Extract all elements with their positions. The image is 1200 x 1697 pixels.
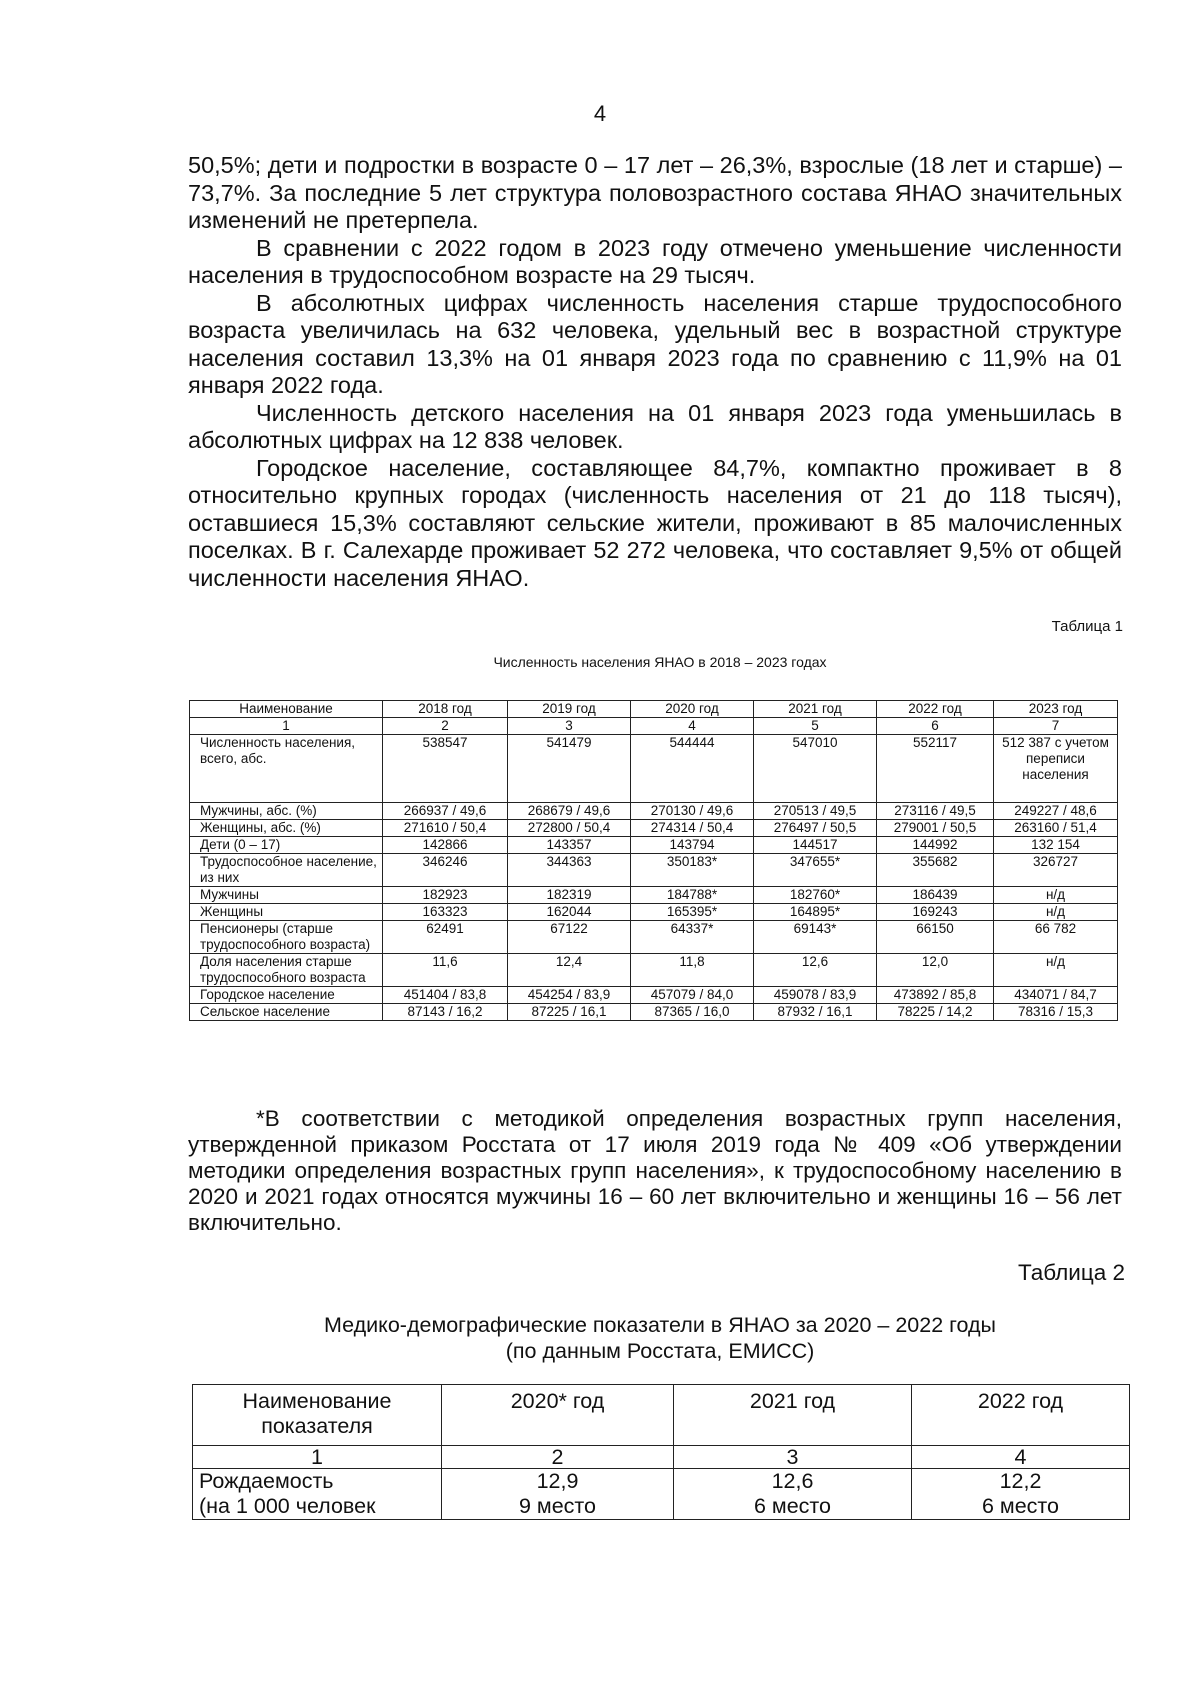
table2-label-line: (на 1 000 человек	[199, 1494, 376, 1518]
table2-caption: Таблица 2	[1018, 1260, 1125, 1285]
table-row	[190, 735, 1118, 803]
table1-cell: 182319	[508, 887, 631, 904]
table2-header-cell: 2022 год	[912, 1385, 1130, 1446]
table1-cell: 163323	[383, 904, 508, 921]
table1-caption: Таблица 1	[1051, 618, 1123, 635]
table1-number-row	[190, 718, 1118, 735]
table1-row-label: Доля населения старше трудоспособного возраста	[190, 954, 383, 987]
paragraph: В абсолютных цифрах численность населения старше трудоспособного возраста увеличилась на 632 человека, удельный вес в возрастной структуре населения составил 13,3% на 01 января 2023 года по сравнению с 11,9% на 01 января 2022 года.	[188, 289, 1122, 398]
table-row	[190, 887, 1118, 904]
table2-header-cell: Наименование показателя	[193, 1385, 442, 1446]
table1-cell: н/д	[994, 904, 1118, 921]
table1-cell: 87225 / 16,1	[508, 1004, 631, 1021]
table1-col-number: 1	[190, 718, 383, 735]
table-row	[190, 1004, 1118, 1021]
table1-col-number: 3	[508, 718, 631, 735]
table2-rank: 6 место	[754, 1494, 831, 1518]
table1-cell: 78316 / 15,3	[994, 1004, 1118, 1021]
table1-cell: 268679 / 49,6	[508, 803, 631, 820]
table1-cell: 162044	[508, 904, 631, 921]
table1-cell: 512 387 с учетом переписи населения	[994, 735, 1118, 803]
table1-title: Численность населения ЯНАО в 2018 – 2023 годах	[493, 654, 827, 670]
table1-cell: 270130 / 49,6	[631, 803, 754, 820]
table-row	[193, 1469, 1130, 1520]
table1-cell: 249227 / 48,6	[994, 803, 1118, 820]
table1-cell: 78225 / 14,2	[877, 1004, 994, 1021]
table1-cell: 66150	[877, 921, 994, 954]
table-row	[190, 854, 1118, 887]
table1-header-cell: 2020 год	[631, 701, 754, 718]
table1-cell: 538547	[383, 735, 508, 803]
table1-header-cell: Наименование	[190, 701, 383, 718]
paragraph: Численность детского населения на 01 января 2023 года уменьшилась в абсолютных цифрах на 12 838 человек.	[188, 399, 1122, 453]
table1-cell: 451404 / 83,8	[383, 987, 508, 1004]
table1-cell: 184788*	[631, 887, 754, 904]
table1-row-label: Мужчины	[190, 887, 383, 904]
table1-cell: 263160 / 51,4	[994, 820, 1118, 837]
table-row	[190, 803, 1118, 820]
table2-title-line: Медико-демографические показатели в ЯНАО за 2020 – 2022 годы	[323, 1313, 996, 1337]
table-row	[190, 921, 1118, 954]
table-row	[190, 954, 1118, 987]
table1-cell: 266937 / 49,6	[383, 803, 508, 820]
table1-cell: 143794	[631, 837, 754, 854]
table1-cell: 62491	[383, 921, 508, 954]
table1-row-label: Женщины, абс. (%)	[190, 820, 383, 837]
table1-header-cell: 2023 год	[994, 701, 1118, 718]
table2-cell	[442, 1469, 674, 1520]
table2	[192, 1384, 1130, 1520]
table1-cell: 274314 / 50,4	[631, 820, 754, 837]
table1-row-label: Пенсионеры (старше трудоспособного возраста)	[190, 921, 383, 954]
table1	[189, 700, 1118, 1021]
table1-cell: 144517	[754, 837, 877, 854]
table2-header-row	[193, 1385, 1130, 1446]
table1-cell: 12,0	[877, 954, 994, 987]
table1-cell: 144992	[877, 837, 994, 854]
table1-cell: 12,4	[508, 954, 631, 987]
table1-cell: 69143*	[754, 921, 877, 954]
table2-value: 12,6	[771, 1469, 814, 1493]
table2-rank: 9 место	[519, 1494, 596, 1518]
table1-cell: 164895*	[754, 904, 877, 921]
table-row	[190, 987, 1118, 1004]
table1-cell: 132 154	[994, 837, 1118, 854]
table1-header-cell: 2019 год	[508, 701, 631, 718]
table1-col-number: 5	[754, 718, 877, 735]
table1-cell: 459078 / 83,9	[754, 987, 877, 1004]
table1-cell: 67122	[508, 921, 631, 954]
paragraph: В сравнении с 2022 годом в 2023 году отмечено уменьшение численности населения в трудоспособном возрасте на 29 тысяч.	[188, 234, 1122, 288]
table1-row-label: Мужчины, абс. (%)	[190, 803, 383, 820]
table1-cell: 547010	[754, 735, 877, 803]
footnote: *В соответствии с методикой определения возрастных групп населения, утвержденной приказом Росстата от 17 июля 2019 года № 409 «Об утверждении методики определения возрастных групп населения», к трудоспособному населению в 2020 и 2021 годах относятся мужчины 16 – 60 лет включительно и женщины 16 – 56 лет включительно.	[188, 1106, 1122, 1235]
table1-header-cell: 2018 год	[383, 701, 508, 718]
table2-label-line: Рождаемость	[199, 1469, 334, 1493]
table1-col-number: 7	[994, 718, 1118, 735]
table1-cell: 182923	[383, 887, 508, 904]
table-row	[190, 820, 1118, 837]
table2-col-number: 4	[912, 1446, 1130, 1469]
table1-row-label: Дети (0 – 17)	[190, 837, 383, 854]
table1-cell: 12,6	[754, 954, 877, 987]
table1-cell: 326727	[994, 854, 1118, 887]
table1-cell: 11,6	[383, 954, 508, 987]
table1-cell: 87365 / 16,0	[631, 1004, 754, 1021]
table1-cell: 544444	[631, 735, 754, 803]
table1-cell: 454254 / 83,9	[508, 987, 631, 1004]
table1-cell: 169243	[877, 904, 994, 921]
table1-cell: 87932 / 16,1	[754, 1004, 877, 1021]
table-row	[190, 904, 1118, 921]
table1-header-row	[190, 701, 1118, 718]
table2-value: 12,9	[536, 1469, 579, 1493]
table1-cell: н/д	[994, 954, 1118, 987]
table1-col-number: 4	[631, 718, 754, 735]
paragraph: Городское население, составляющее 84,7%, компактно проживает в 8 относительно крупных городах (численность населения от 21 до 118 тысяч), оставшиеся 15,3% составляют сельские жители, проживают в 85 малочисленных поселках. В г. Салехарде проживает 52 272 человека, что составляет 9,5% от общей численности населения ЯНАО.	[188, 454, 1122, 591]
table2-col-number: 2	[442, 1446, 674, 1469]
table1-cell: 473892 / 85,8	[877, 987, 994, 1004]
table1-cell: 64337*	[631, 921, 754, 954]
table1-cell: 276497 / 50,5	[754, 820, 877, 837]
table1-cell: 11,8	[631, 954, 754, 987]
table1-cell: 87143 / 16,2	[383, 1004, 508, 1021]
table2-header-cell: 2020* год	[442, 1385, 674, 1446]
table1-cell: 272800 / 50,4	[508, 820, 631, 837]
table2-title	[0, 1312, 1200, 1364]
table1-cell: 552117	[877, 735, 994, 803]
table1-cell: н/д	[994, 887, 1118, 904]
table1-cell: 66 782	[994, 921, 1118, 954]
table2-col-number: 3	[674, 1446, 912, 1469]
table1-row-label: Городское население	[190, 987, 383, 1004]
paragraph: 50,5%; дети и подростки в возрасте 0 – 17 лет – 26,3%, взрослые (18 лет и старше) – 73,7%. За последние 5 лет структура половозрастного состава ЯНАО значительных изменений не претерпела.	[188, 152, 1122, 233]
table1-cell: 346246	[383, 854, 508, 887]
table1-row-label: Женщины	[190, 904, 383, 921]
table1-cell: 541479	[508, 735, 631, 803]
table1-cell: 182760*	[754, 887, 877, 904]
table1-row-label: Сельское население	[190, 1004, 383, 1021]
table1-cell: 279001 / 50,5	[877, 820, 994, 837]
table1-cell: 270513 / 49,5	[754, 803, 877, 820]
table2-number-row	[193, 1446, 1130, 1469]
table1-cell: 273116 / 49,5	[877, 803, 994, 820]
table2-cell	[912, 1469, 1130, 1520]
table-row	[190, 837, 1118, 854]
table2-value: 12,2	[999, 1469, 1042, 1493]
table1-cell: 165395*	[631, 904, 754, 921]
table2-cell	[674, 1469, 912, 1520]
table1-cell: 143357	[508, 837, 631, 854]
table2-row-label	[193, 1469, 442, 1520]
table2-title-line: (по данным Росстата, ЕМИСС)	[505, 1339, 815, 1363]
table1-cell: 186439	[877, 887, 994, 904]
table1-cell: 347655*	[754, 854, 877, 887]
table1-cell: 457079 / 84,0	[631, 987, 754, 1004]
table2-col-number: 1	[193, 1446, 442, 1469]
page-number: 4	[593, 101, 607, 126]
table1-header-cell: 2022 год	[877, 701, 994, 718]
table1-header-cell: 2021 год	[754, 701, 877, 718]
table2-rank: 6 место	[982, 1494, 1059, 1518]
table1-col-number: 2	[383, 718, 508, 735]
table1-row-label: Численность населения, всего, абс.	[190, 735, 383, 803]
table1-cell: 355682	[877, 854, 994, 887]
table1-cell: 344363	[508, 854, 631, 887]
table1-col-number: 6	[877, 718, 994, 735]
table1-row-label: Трудоспособное население, из них	[190, 854, 383, 887]
table1-cell: 271610 / 50,4	[383, 820, 508, 837]
table1-cell: 434071 / 84,7	[994, 987, 1118, 1004]
table1-cell: 350183*	[631, 854, 754, 887]
table1-cell: 142866	[383, 837, 508, 854]
body-text	[188, 152, 1122, 592]
table2-header-cell: 2021 год	[674, 1385, 912, 1446]
